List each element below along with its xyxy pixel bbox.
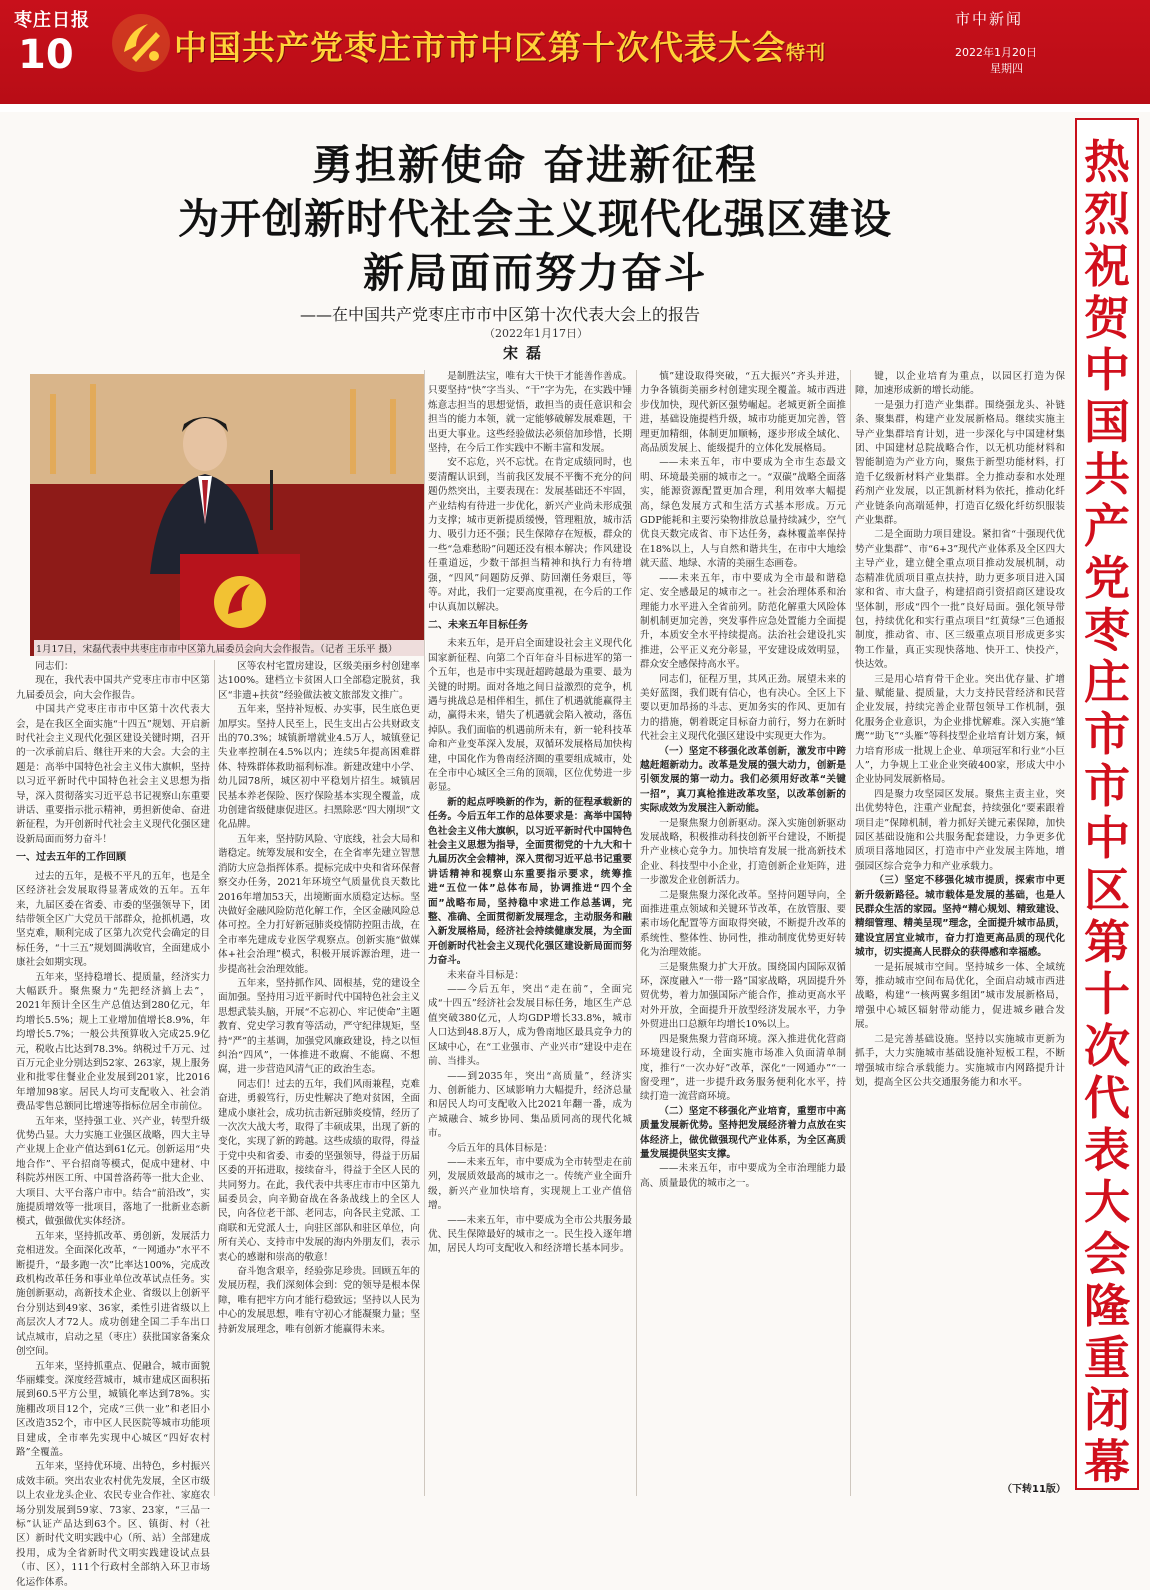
paragraph: 四是聚焦聚力营商环境。深入推进优化营商环境建设行动，全面实施市场准入负面清单制度，推行“一次办好”改革，深化“一网通办”“一窗受理”，进一步提升政务服务便利化水平，持续打造一流营商环境。 (640, 1033, 846, 1103)
masthead (0, 0, 1150, 104)
paragraph: 同志们！过去的五年，我们风雨兼程，克难奋进，勇毅笃行，历史性解决了绝对贫困，全面建成小康社会，成功抗击新冠肺炎疫情，经历了一次次大战大考，取得了丰硕成果，出现了新的变化，实现了新的跨越。这些成绩的取得，得益于党中央和省委、市委的坚强领导，得益于历届区委的开拓进取，接续奋斗，得益于全区人民的共同努力。在此，我代表中共枣庄市市中区第九届委员会，向辛勤奋战在各条战线上的全区人民，向各位老干部、老同志，向各民主党派、工商联和无党派人士，向驻区部队和驻区单位，向所有关心、支持市中发展的海内外朋友们，表示衷心的感谢和崇高的敬意！ (218, 1078, 420, 1263)
column-rule (424, 370, 425, 1496)
body-column-4 (640, 370, 846, 1496)
special-issue-title (174, 22, 826, 69)
paragraph: 四是聚力攻坚园区发展。聚焦主责主业，突出优势特色，注重产业配套，持续强化“要素跟着项目走”保障机制，着力抓好关键元素保障，加快园区基础设施和公共服务配套建设，力争更多优质项目落地园区，打造市中产业发展主阵地，增强园区综合竞争力和产业承载力。 (855, 788, 1065, 872)
bold-paragraph: 新的起点呼唤新的作为，新的征程承载新的任务。今后五年工作的总体要求是：高举中国特色社会主义伟大旗帜，以习近平新时代中国特色社会主义思想为指导，全面贯彻党的十九大和十九届历次全会精神，深入贯彻习近平总书记重要讲话精神和视察山东重要指示要求，统筹推进“五位一体”总体布局，协调推进“四个全面”战略布局，坚持稳中求进工作总基调，完整、准确、全面贯彻新发展理念，主动服务和融入新发展格局，经济社会持续健康发展，为全面开创新时代社会主义现代化强区建设新局面而努力奋斗。 (428, 796, 632, 967)
paragraph: ——未来五年，市中要成为全市生态最文明、环境最美丽的城市之一。“双碳”战略全面落实，能源资源配置更加合理，利用效率大幅提高，绿色发展方式和生活方式基本形成。万元GDP能耗和主要污染物排放总量持续减少，空气优良天数完成省、市下达任务，森林覆盖率保持在18%以上，人与自然和谐共生，在市中大地绘就天蓝、地绿、水清的美丽生态画卷。 (640, 457, 846, 570)
paragraph: 过去的五年，是极不平凡的五年，也是全区经济社会发展取得显著成效的五年。五年来，九届区委在省委、市委的坚强领导下，团结带领全区广大党员干部群众，抢抓机遇，攻坚克难，顺利完成了区第九次党代会确定的目标任务，“十三五”规划圆满收官，全面建成小康社会如期实现。 (16, 870, 210, 969)
paragraph: 同志们，征程万里，其风正劲。展望未来的美好蓝图，我们既有信心，也有决心。全区上下要以更加昂扬的斗志、更加务实的作风、更加有力的措施，朝着既定目标奋力前行，努力在新时代社会主义现代化强区建设中实现更大作为。 (640, 673, 846, 743)
column-rule (214, 660, 215, 1496)
issue-weekday: 星期四 (990, 62, 1023, 75)
column-rule (636, 370, 637, 1496)
section-name: 市中新闻 (955, 10, 1024, 28)
author: 宋磊 (503, 344, 550, 362)
paragraph: 中国共产党枣庄市市中区第十次代表大会，是在我区全面实施“十四五”规划、开启新时代社会主义现代化强区建设关键时期，召开的一次承前启后、继往开来的大会。大会的主题是：高举中国特色社会主义伟大旗帜，坚持以习近平新时代中国特色社会主义思想为指导，深入贯彻落实习近平总书记视察山东重要讲话、重要指示批示精神，勇担新使命、奋进新征程，为开创新时代社会主义现代化强区建设新局面而努力奋斗！ (16, 704, 210, 845)
paragraph: 三是用心培育骨干企业。突出优存量、扩增量、赋能量、提质量，大力支持民营经济和民营企业发展，持续完善企业帮包领导工作机制，强化服务企业意识，为企业排忧解难。深入实施“雏鹰”“助飞”“头雁”等科技型企业培育计划方案，倾力培育形成一批规上企业、单项冠军和行业“小巨人”，力争规上工业企业突破400家，形成大中小企业协同发展新格局。 (855, 673, 1065, 786)
body-column-2 (218, 660, 420, 1496)
paragraph: 慎”建设取得突破，“五大振兴”齐头并进，力争各镇街美丽乡村创建实现全覆盖。城市西进步伐加快，现代新区强势崛起。老城更新全面推进，基础设施提档升级，城市功能更加完善，管理更加精细，体制更加顺畅，逐步形成全域化、高品质发展上、能级提升的立体化发展格局。 (640, 371, 846, 455)
paragraph: 五年来，坚持强工业、兴产业，转型升级优势凸显。大力实施工业强区战略，四大主导产业规上企业产值达到61亿元。创新运用“央地合作”、平台招商等模式，促成中建材、中科院苏州医工所、中国普洛药等一批大企业、大项目、大平台落户市中。结合“前沿改”，实施提质增效等一批项目，落地了一批新业态新模式，做强做优实体经济。 (16, 1115, 210, 1228)
headline-line-2: 为开创新时代社会主义现代化强区建设 (178, 195, 892, 243)
paragraph: 同志们： (35, 661, 74, 672)
headline-line-1: 勇担新使命 奋进新征程 (311, 141, 759, 189)
section-heading: 二、未来五年目标任务 (428, 619, 528, 631)
paragraph: 今后五年的具体目标是： (447, 1142, 553, 1154)
paragraph: 五年来，坚持防风险、守底线，社会大局和谐稳定。统筹发展和安全，在全省率先建立智慧消防大应急指挥体系。提标完成中央和省环保督察交办任务，2021年环境空气质量优良天数比2016年增加53天，出境断面水质稳定达标。坚决做好金融风险防范化解工作，全区金融风险总体可控。全力打好新冠肺炎疫情防控阻击战，在全市率先建成专业医学观察点。创新实施“做媒体+社会治理”模式，积极开展诉源治理，进一步提高社会治理效能。 (218, 833, 420, 975)
paragraph: 安不忘危，兴不忘忧。在肯定成绩同时，也要清醒认识到，当前我区发展不平衡不充分的问题仍然突出，主要表现在：发展基础还不牢固，产业结构有待进一步优化，新兴产业尚未形成强力支撑；城市更新提质缓慢，管理粗放，城市活力、吸引力还不强；民生保障存在短板，群众的一些“急难愁盼”问题还没有根本解决；作风建设任重道远，少数干部担当精神和执行力有待增强，“四风”问题防反弹、防回潮任务艰巨，等等。对此，我们一定要高度重视，在今后的工作中认真加以解决。 (428, 457, 632, 613)
paragraph: 一是拓展城市空间。坚持城乡一体、全域统筹，推动城市空间布局优化，全面启动城市西进战略，构建“一核两翼多组团”城市发展新格局，增强中心城区辐射带动能力，促进城乡融合发展。 (855, 961, 1065, 1031)
paragraph: 二是全面助力项目建设。紧扣省“十强现代优势产业集群”、市“6+3”现代产业体系及全区四大主导产业，建立健全重点项目推动发展机制，动态精准优质项目重点扶持，助力更多项目进入国家和省、市大盘子，构建招商引资招商区建设攻坚体制，形成“四个一批”良好局面。强化领导带包，持续优化和实行重点项目“红黄绿”三色通报制度，推动省、市、区三级重点项目形成更多实物工作量，真正实现快落地、快开工、快投产，快达效。 (855, 529, 1065, 671)
special-issue-suffix: 特刊 (786, 42, 827, 64)
issue-date: 2022年1月20日 (955, 46, 1037, 59)
paragraph: ——未来五年，市中要成为全市公共服务最优、民生保障最好的城市之一。民生投入逐年增加，居民人均可支配收入和经济增长基本同步。 (428, 1214, 632, 1255)
speaker-photo (30, 374, 424, 656)
paragraph: ——未来五年，市中要成为全市转型走在前列，发展质效最高的城市之一。传统产业全面升级，新兴产业加快培育，实现规上工业产值倍增。 (428, 1156, 632, 1212)
header-divider (0, 104, 1150, 112)
paragraph: ——今后五年，突出“走在前”，全面完成“十四五”经济社会发展目标任务，地区生产总值突破380亿元，人均GDP增长33.8%，城市人口达到48.8万人，成为鲁南地区最具竞争力的区域中心，在“工业强市、产业兴市”建设中走在前、当排头。 (428, 984, 632, 1068)
page-number: 10 (18, 32, 74, 78)
column-rule (850, 370, 851, 1496)
paragraph: 一是聚焦聚力创新驱动。深入实施创新驱动发展战略，积极推动科技创新平台建设，不断提升产业核心竞争力。加快培育发展一批高新技术企业、科技型中小企业，打造创新企业矩阵，进一步激发企业创新活力。 (640, 817, 846, 887)
headline-line-3: 新局面而努力奋斗 (363, 249, 707, 297)
bold-paragraph: （一）坚定不移强化改革创新，激发市中跨越赶超新动力。改革是发展的强大动力，创新是引领发展的第一动力。我们必须用好改革“关键一招”，真刀真枪推进改革攻坚，以改革创新的实际成效为发展注入新动能。 (640, 745, 846, 815)
dateline: （2022年1月17日） (484, 327, 588, 340)
newspaper-logo: 枣庄日报 (14, 10, 90, 31)
body-column-5 (855, 370, 1065, 1496)
paragraph: 二是聚焦聚力深化改革。坚持问题导向，全面推进重点领域和关键环节改革，在放管服、要素市场化配置等方面取得突破，不断提升改革的系统性、整体性、协同性，推动制度优势更好转化为治理效能。 (640, 889, 846, 959)
special-issue-name: 中国共产党枣庄市市中区第十次代表大会 (174, 28, 786, 67)
paragraph: 五年来，坚持优环境、出特色，乡村振兴成效丰硕。突出农业农村优先发展，全区市级以上农业龙头企业、农民专业合作社、家庭农场分别发展到59家、73家、23家，“三品一标”认证产品达到63个。区、镇街、村（社区）新时代文明实践中心（所、站）全部建成投用，成为全省新时代文明实践建设试点县（市、区），111个行政村全部纳入环卫市场化运作体系。 (16, 1461, 210, 1588)
banner-text: 热 烈 祝 贺 中 国 共 产 党 枣 庄 市 市 中 区 第 十 次 代 表 大 会 隆 重 闭 幕 (1084, 135, 1130, 1489)
congratulation-banner (1075, 118, 1139, 1490)
paragraph: 三是聚焦聚力扩大开放。围绕国内国际双循环，深度融入“一带一路”国家战略，巩固提升外贸优势，着力加强国际产能合作，推动更高水平对外开放，全面提升开放型经济发展水平，力争外贸进出口总额年均增长10%以上。 (640, 961, 846, 1031)
paragraph: ——到2035年，突出“高质量”，经济实力、创新能力、区域影响力大幅提升，经济总量和居民人均可支配收入比2021年翻一番，成为产城融合、城乡协同、集品质同高的现代化城市。 (428, 1070, 632, 1140)
paragraph: 奋斗饱含艰辛，经验弥足珍贵。回顾五年的发展历程，我们深刻体会到：党的领导是根本保障，唯有把牢方向才能行稳致远；坚持以人民为中心的发展思想，唯有守初心才能凝聚力量；坚持新发展理念，唯有创新才能赢得未来。 (218, 1266, 420, 1335)
body-column-3 (428, 370, 632, 1496)
paragraph: 是制胜法宝，唯有大干快干才能善作善成。只要坚持“快”字当头、“干”字为先，在实践中锤炼意志担当的思想觉悟，敢担当的责任意识和会担当的能力本领，就一定能够破解发展难题，干出更大事业。这些经验做法必须倍加珍惜，长期坚持，在今后工作实践中不断丰富和发展。 (428, 371, 632, 455)
paragraph: 未来奋斗目标是： (447, 969, 524, 981)
paragraph: 二是完善基础设施。坚持以实施城市更新为抓手，大力实施城市基础设施补短板工程，不断增强城市综合承载能力。实施城市内网路提升计划，提高全区公共交通服务能力和水平。 (855, 1033, 1065, 1088)
continued-note: （下转11版） (1002, 1484, 1066, 1495)
paragraph: 五年来，坚持抓重点、促融合，城市面貌华丽蝶变。深度经营城市，城市建成区面积拓展到60.5平方公里，城镇化率达到78%。实施棚改项目12个，完成“三供一业”和老旧小区改造352个，市中区人民医院等城市功能项目建成，全市率先实现中心城区“四好农村路”全覆盖。 (16, 1360, 210, 1458)
bold-paragraph: （三）坚定不移强化城市提质，探索市中更新升级新路径。城市载体是发展的基础，也是人民群众生活的家园。坚持“精心规划、精致建设、精细管理、精美呈现”理念，全面提升城市品质，建设宜居宜业城市，奋力打造更高品质的现代化城市，切实提高人民群众的获得感和幸福感。 (855, 875, 1065, 959)
paragraph: 键，以企业培育为重点，以园区打造为保障，加速形成新的增长动能。 (855, 371, 1065, 397)
paragraph: 一是强力打造产业集群。围绕强龙头、补链条、聚集群，构建产业发展新格局。继续实施主导产业集群培育计划，进一步深化与中国建材集团、中国建材总院战略合作，以无机功能材料和智能制造为产业方向，聚焦于新型功能材料，打造千亿级新材料产业集群。全力推动泰和水处理药剂产业发展，以正凯新材料为依托，推动化纤产业链条向高端延伸，打造百亿级化纤纺织服装产业集群。 (855, 399, 1065, 527)
paragraph: ——未来五年，市中要成为全市治理能力最高、质量最优的城市之一。 (640, 1163, 846, 1189)
paragraph: 五年来，坚持抓改革、勇创新，发展活力竞相迸发。全面深化改革，“一网通办”水平不断提升，“最多跑一次”比率达100%，完成改政机构改革任务和事业单位改革试点任务。实施创新驱动，高新技术企业、省级以上创新平台分别达到49家、36家，柔性引进省级以上高层次人才72人。成功创建全国二手车出口试点城市，启动之星（枣庄）获批国家备案众创空间。 (16, 1230, 210, 1358)
paragraph: 五年来，坚持稳增长、提质量，经济实力大幅跃升。聚焦聚力“先把经济搞上去”，2021年预计全区生产总值达到280亿元，年均增长5.5%；规上工业增加值增长8.9%，年均增长5.7%；一般公共预算收入完成25.9亿元，税收占比达到78.3%。纳税过千万元、过百万元企业分别达到52家、263家，规上服务业和批零住餐业企业发展到201家，比2016年增加98家。居民人均可支配收入、社会消费品零售总额同比增速等指标位居全市前位。 (16, 971, 210, 1113)
subtitle: ——在中国共产党枣庄市市中区第十次代表大会上的报告 (300, 305, 701, 324)
paragraph: 区等农村宅置房建设，区级美丽乡村创建率达100%。建档立卡贫困人口全部稳定脱贫，我区“非遗+扶贫”经验做法被文旅部发文推广。 (218, 661, 420, 701)
paragraph: 五年来，坚持抓作风、固根基，党的建设全面加强。坚持用习近平新时代中国特色社会主义思想武装头脑，开展“不忘初心、牢记使命”主题教育、党史学习教育等活动，严守纪律规矩，坚持“严”的主基调，加强党风廉政建设，持之以恒纠治“四风”，一体推进不敢腐、不能腐、不想腐，进一步营造风清气正的政治生态。 (218, 977, 420, 1076)
paragraph: 现在，我代表中国共产党枣庄市市中区第九届委员会，向大会作报告。 (16, 675, 210, 701)
paragraph: 未来五年，是开启全面建设社会主义现代化国家新征程、向第二个百年奋斗目标进军的第一个五年，也是市中实现赶超跨越最为重要、最为关键的时期。面对各地之间日益激烈的竞争，机遇与挑战总是相伴相生，抓住了机遇就能赢得主动，赢得未来，错失了机遇就会陷入被动，落伍掉队。我们面临的机遇前所未有，新一轮科技革命和产业变革深入发展，双循环发展格局加快构建，中国化作为鲁南经济圈的重要组成城市，处在全市中心城区全三角的顶端，区位优势进一步彰显。 (428, 638, 632, 794)
paragraph: 五年来，坚持补短板、办实事，民生底色更加厚实。坚持人民至上，民生支出占公共财政支出的70.3%；城镇新增就业4.5万人，城镇登记失业率控制在4.5%以内；连续5年提高困难群体、特殊群体救助福利标准。新建改建中小学、幼儿园78所，城区初中平稳划片招生。城镇居民基本养老保险、医疗保险基本实现全覆盖，成功创建省级健康促进区。扫黑除恶“四大刚坝”文化品牌。 (218, 704, 420, 831)
party-emblem-icon (110, 12, 172, 74)
paragraph: ——未来五年，市中要成为全市最和谐稳定、安全感最足的城市之一。社会治理体系和治理能力水平进入全省前列。防范化解重大风险体制机制更加完善，突发事件应急处置能力全面提升，本质安全水平持续提高。法治社会建设扎实推进，公平正义充分彰显，平安建设成效明显，群众安全感保持高水平。 (640, 572, 846, 671)
photo-caption: 1月17日，宋磊代表中共枣庄市市中区第九届委员会向大会作报告。（记者 王乐平 摄） (34, 640, 426, 656)
photo-illustration (30, 374, 424, 656)
section-heading: 一、过去五年的工作回顾 (16, 852, 126, 864)
body-column-1 (16, 660, 210, 1588)
bold-paragraph: （二）坚定不移强化产业培育，重塑市中高质量发展新优势。坚持把发展经济着力点放在实体经济上，做优做强现代产业体系，为全区高质量发展提供坚实支撑。 (640, 1105, 846, 1160)
